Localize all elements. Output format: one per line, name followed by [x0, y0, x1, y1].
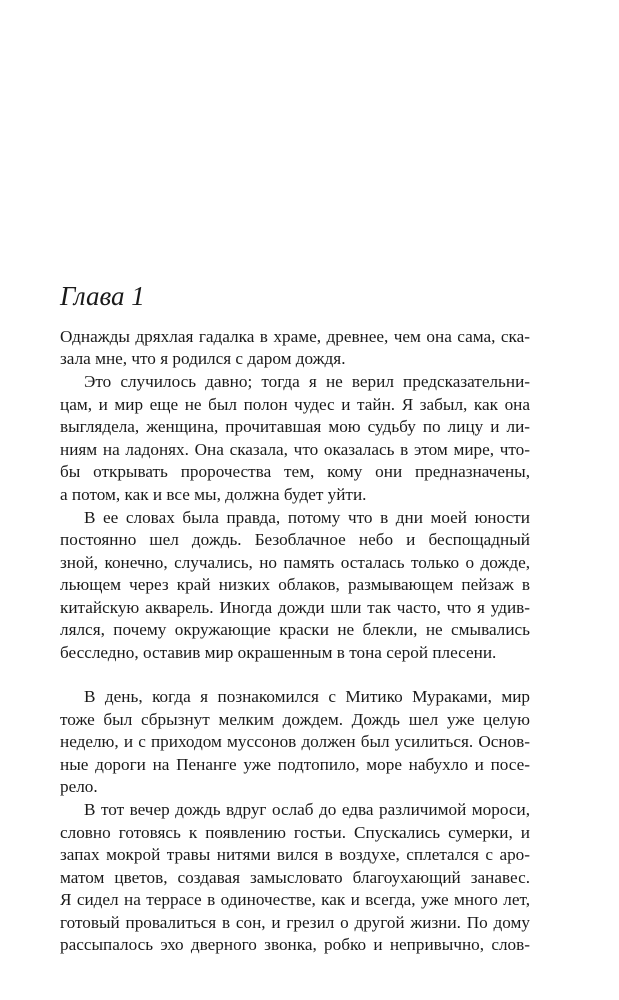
text-line: готовый провалиться в сон, и грезил о другой жизни. По дому [60, 913, 530, 932]
text-line: тоже был сбрызнут мелким дождем. Дождь шел уже целую [60, 710, 530, 729]
text-line: Я сидел на террасе в одиночестве, как и всегда, уже много лет, [60, 890, 530, 909]
text-line: ные дороги на Пенанге уже подтопило, море набухло и посе- [60, 755, 530, 774]
text-line: выглядела, женщина, прочитавшая мою судьбу по лицу и ли- [60, 417, 530, 436]
text-line: цам, и мир еще не был полон чудес и тайн. Я забыл, как она [60, 395, 530, 414]
text-line: льющем через край низких облаков, размывающем пейзаж в [60, 575, 530, 594]
text-line: В тот вечер дождь вдруг ослаб до едва различимой мороси, [84, 800, 530, 819]
text-line: словно готовясь к появлению гостьи. Спускались сумерки, и [60, 823, 530, 842]
chapter-title: Глава 1 [60, 281, 145, 311]
text-line: зала мне, что я родился с даром дождя. [60, 349, 346, 368]
text-line: запах мокрой травы нитями вился в воздухе, сплетался с аро- [60, 845, 530, 864]
text-line: Это случилось давно; тогда я не верил предсказательни- [84, 372, 530, 391]
text-line: китайскую акварель. Иногда дожди шли так часто, что я удив- [60, 598, 530, 617]
text-line: Однажды дряхлая гадалка в храме, древнее, чем она сама, ска- [60, 327, 530, 346]
text-line: рело. [60, 777, 98, 796]
text-line: В день, когда я познакомился с Митико Мураками, мир [84, 687, 530, 706]
text-line: постоянно шел дождь. Безоблачное небо и беспощадный [60, 530, 530, 549]
text-line: ниям на ладонях. Она сказала, что оказалась в этом мире, что- [60, 440, 530, 459]
text-line: матом цветов, создавая замысловато благоухающий занавес. [60, 868, 530, 887]
text-line: лялся, почему окружающие краски не блекли, не смывались [60, 620, 530, 639]
text-line: бесследно, оставив мир окрашенным в тона серой плесени. [60, 643, 497, 662]
text-line: неделю, и с приходом муссонов должен был усилиться. Основ- [60, 732, 530, 751]
text-line: рассыпалось эхо дверного звонка, робко и непривычно, слов- [60, 935, 530, 954]
text-line: бы открывать пророчества тем, кому они предназначены, [60, 462, 530, 481]
text-line: В ее словах была правда, потому что в дни моей юности [84, 508, 530, 527]
text-line: зной, конечно, случались, но память осталась только о дожде, [60, 553, 530, 572]
text-line: а потом, как и все мы, должна будет уйти. [60, 485, 367, 504]
